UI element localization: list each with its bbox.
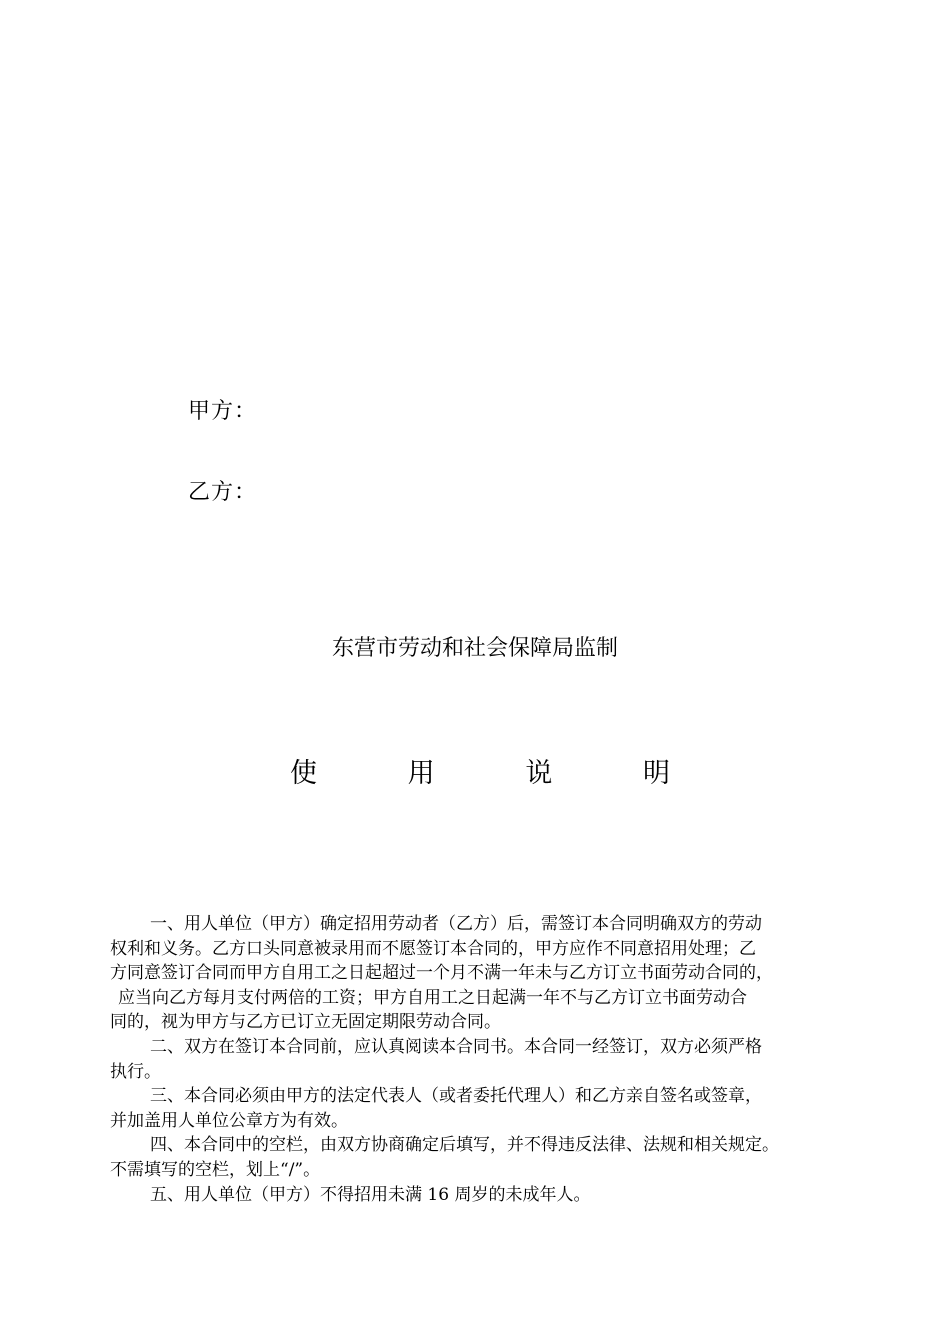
usage-title-char: 用 [407,758,435,789]
usage-title-char: 使 [290,758,317,789]
instruction-line: 三、本合同必须由甲方的法定代表人（或者委托代理人）和乙方亲自签名或签章， [150,1086,762,1107]
usage-title-char: 说 [525,758,553,789]
instruction-line: 应当向乙方每月支付两倍的工资；甲方自用工之日起满一年不与乙方订立书面劳动合 [118,987,747,1008]
party-b-label: 乙方： [188,480,258,505]
instruction-line: 一、用人单位（甲方）确定招用劳动者（乙方）后，需签订本合同明确双方的劳动 [150,914,762,934]
instruction-line: 方同意签订合同而甲方自用工之日起超过一个月不满一年未与乙方订立书面劳动合同的， [110,963,773,984]
instruction-line: 同的，视为甲方与乙方已订立无固定期限劳动合同。 [110,1012,501,1033]
instruction-line: 执行。 [110,1061,161,1082]
instruction-line: 四、本合同中的空栏，由双方协商确定后填写，并不得违反法律、法规和相关规定。 [150,1135,779,1156]
usage-title-char: 明 [642,758,670,789]
instruction-line: 不需填写的空栏，划上“/”。 [110,1159,321,1180]
instructions-body [110,912,856,1207]
instruction-line: 五、用人单位（甲方）不得招用未满 16 周岁的未成年人。 [150,1184,591,1205]
usage-instructions-title [290,756,670,792]
supervisor-line: 东营市劳动和社会保障局监制 [331,636,618,661]
instruction-line: 权利和义务。乙方口头同意被录用而不愿签订本合同的，甲方应作不同意招用处理；乙 [110,938,756,959]
instruction-line: 二、双方在签订本合同前，应认真阅读本合同书。本合同一经签订，双方必须严格 [150,1036,762,1057]
instruction-line: 并加盖用人单位公章方为有效。 [110,1110,348,1131]
party-a-label: 甲方： [188,399,258,424]
